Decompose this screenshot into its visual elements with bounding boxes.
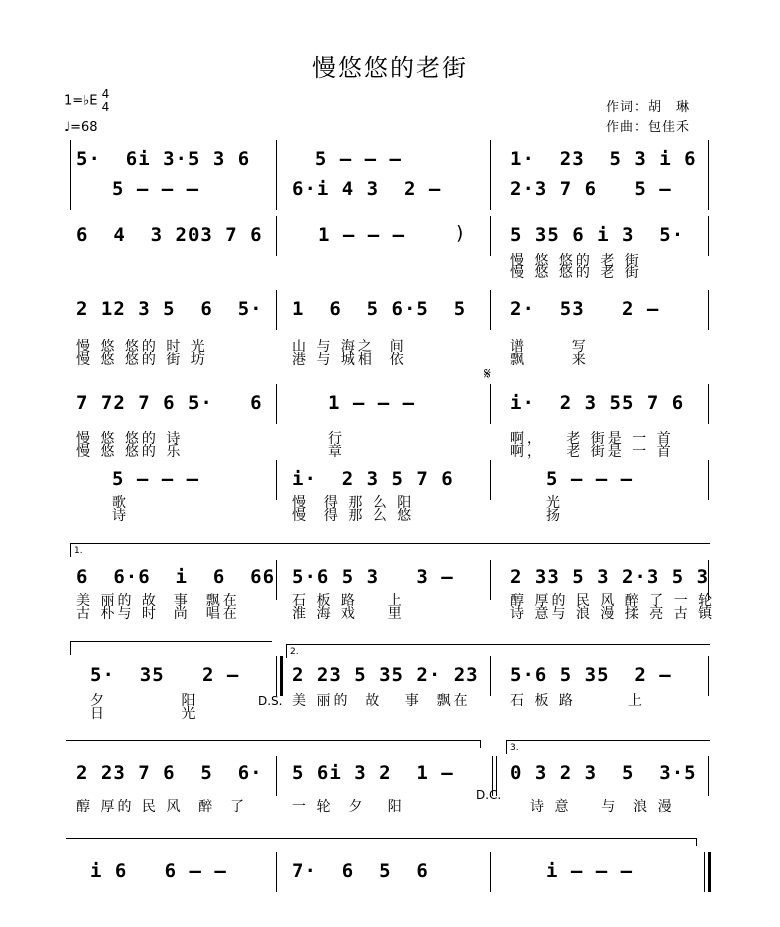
volta-bracket xyxy=(70,543,710,544)
notation-line: 5· 35 2 – xyxy=(90,664,240,686)
lyric-line: 慢 悠 悠的 时 光 xyxy=(76,339,208,355)
barline xyxy=(70,140,71,210)
lyric-line: 港 与 城相 依 xyxy=(292,352,407,368)
volta-bracket xyxy=(506,740,710,741)
barline xyxy=(708,140,709,210)
barline xyxy=(490,216,491,256)
notation-line: 2 33 5 3 2·3 5 3 xyxy=(510,566,710,588)
barline xyxy=(708,656,709,696)
lyric-line: 慢 悠 悠的 乐 xyxy=(76,444,184,460)
barline xyxy=(276,756,277,796)
lyric-line: 醇 厚的 民 风 醉 了 xyxy=(76,799,248,815)
notation-line: i – – – xyxy=(546,860,634,882)
volta-number: 2. xyxy=(290,647,299,657)
notation-line: 2 23 5 35 2· 23 xyxy=(292,664,479,686)
notation-line: i· 2 3 5 7 6 xyxy=(292,468,454,490)
notation-line: 2·3 7 6 5 – xyxy=(510,178,672,200)
notation-line: 6·i 4 3 2 – xyxy=(292,178,442,200)
barline xyxy=(490,460,491,500)
barline xyxy=(276,560,277,600)
notation-line: 5· 6i 3·5 3 6 xyxy=(76,148,251,170)
barline xyxy=(276,384,277,424)
barline xyxy=(280,656,283,696)
barline xyxy=(276,656,277,696)
key-flat: ♭E xyxy=(83,93,98,109)
volta-bracket xyxy=(286,644,710,645)
notation-line: 5 – – – xyxy=(546,468,634,490)
lyric-line: 啊， 老 街是 一 首 xyxy=(510,444,674,460)
lyric-line: 章 xyxy=(328,444,345,460)
lyric-line: 美 丽的 故 事 飘在 xyxy=(292,693,471,709)
lyric-line: 扬 xyxy=(546,508,563,524)
dal-segno-mark: D.S. xyxy=(258,694,283,708)
volta-bracket xyxy=(696,838,697,846)
notation-line: 0 3 2 3 5 3·5 xyxy=(510,762,697,784)
barline xyxy=(708,460,709,500)
barline xyxy=(276,460,277,500)
barline xyxy=(276,852,277,892)
lyric-line: 诗 xyxy=(112,508,129,524)
volta-bracket xyxy=(506,740,507,754)
barline xyxy=(490,852,491,892)
lyric-line: 飘 来 xyxy=(510,352,589,368)
lyric-line: 慢 悠 悠的 老 街 xyxy=(510,265,642,281)
lyric-line: 山 与 海之 间 xyxy=(292,339,407,355)
notation-line: 6 4 3 203 7 6 xyxy=(76,224,263,246)
lyric-line: 醇 厚的 民 风 醉 了 一 轮 xyxy=(510,593,716,609)
lyricist-credit: 作词：胡 琳 xyxy=(606,100,691,115)
notation-line: 2· 53 2 – xyxy=(510,298,660,320)
lyric-line: 行 xyxy=(328,431,345,447)
key-prefix: 1= xyxy=(64,93,84,109)
volta-number: 1. xyxy=(74,546,83,556)
barline xyxy=(708,756,709,796)
barline xyxy=(490,290,491,330)
volta-number: 3. xyxy=(510,743,519,753)
notation-line: 1 – – – xyxy=(318,224,406,246)
time-signature xyxy=(102,88,110,114)
volta-bracket xyxy=(66,838,696,839)
notation-line: 1· 23 5 3 i 6 xyxy=(510,148,697,170)
song-title: 慢悠悠的老街 xyxy=(312,54,468,82)
notation-line: 1 6 5 6·5 5 xyxy=(292,298,467,320)
notation-line: 1 – – – xyxy=(328,392,416,414)
composer-credit: 作曲：包佳禾 xyxy=(606,120,691,135)
barline xyxy=(490,560,491,600)
lyric-line: 石 板 路 上 xyxy=(510,693,646,709)
notation-line: 5·6 5 3 3 – xyxy=(292,566,454,588)
lyric-line: 啊， 老 街是 一 首 xyxy=(510,431,674,447)
notation-line: 5·6 5 35 2 – xyxy=(510,664,672,686)
notation-line: 5 – – – xyxy=(112,178,200,200)
final-barline xyxy=(708,852,711,892)
barline xyxy=(490,384,491,424)
barline xyxy=(276,140,277,210)
notation-line: i· 2 3 55 7 6 xyxy=(510,392,685,414)
lyric-line: 光 xyxy=(546,495,563,511)
notation-line: 7 72 7 6 5· 6 xyxy=(76,392,263,414)
lyric-line: 诗 意 与 浪 漫 xyxy=(530,799,675,815)
notation-line: 2 12 3 5 6 5· xyxy=(76,298,263,320)
notation-line: 5 35 6 i 3 5· xyxy=(510,224,685,246)
lyric-line: 诗 意与 浪 漫 揉 亮 古 镇 xyxy=(510,606,716,622)
lyric-line: 慢 得 那 么 悠 xyxy=(292,508,415,524)
lyric-line: 慢 悠 悠的 街 坊 xyxy=(76,352,208,368)
lyric-line: 谱 写 xyxy=(510,339,589,355)
da-capo-mark: D.C. xyxy=(476,788,502,802)
lyric-line: 美 丽的 故 事 飘在 xyxy=(76,593,240,609)
lyric-line: 古 朴与 时 尚 唱在 xyxy=(76,606,240,622)
notation-line: 5 – – – xyxy=(112,468,200,490)
volta-bracket xyxy=(70,543,71,557)
lyric-line: 慢 得 那 么 阳 xyxy=(292,495,415,511)
volta-bracket xyxy=(70,641,272,642)
barline xyxy=(704,852,705,892)
notation-line: i 6 6 – – xyxy=(90,860,227,882)
time-top: 4 xyxy=(101,87,110,101)
closing-parenthesis: ) xyxy=(456,222,464,244)
lyric-line: 夕 阳 xyxy=(90,693,199,709)
volta-bracket xyxy=(66,740,480,741)
tempo-marking: ♩=68 xyxy=(64,120,98,135)
barline xyxy=(490,140,491,210)
lyric-line: 一 轮 夕 阳 xyxy=(292,799,405,815)
segno-sign: 𝄋 xyxy=(484,364,491,383)
barline xyxy=(276,290,277,330)
lyric-line: 淮 海 戏 里 xyxy=(292,606,405,622)
barline xyxy=(708,384,709,424)
notation-line: 5 6i 3 2 1 – xyxy=(292,762,454,784)
time-bottom: 4 xyxy=(101,100,110,114)
volta-bracket xyxy=(480,740,481,748)
notation-line: 5 – – – xyxy=(290,148,402,170)
barline xyxy=(276,216,277,256)
volta-bracket xyxy=(286,644,287,658)
barline xyxy=(708,216,709,256)
lyric-line: 慢 悠 悠的 老 街 xyxy=(510,253,642,269)
barline xyxy=(708,290,709,330)
volta-bracket xyxy=(70,641,71,655)
notation-line: 7· 6 5 6 xyxy=(292,860,429,882)
lyric-line: 石 板 路 上 xyxy=(292,593,405,609)
lyric-line: 日 光 xyxy=(90,706,199,722)
lyric-line: 慢 悠 悠的 诗 xyxy=(76,431,184,447)
notation-line: 2 23 7 6 5 6· xyxy=(76,762,263,784)
barline xyxy=(490,656,491,696)
notation-line: 6 6·6 i 6 66 xyxy=(76,566,276,588)
key-signature xyxy=(64,88,109,114)
lyric-line: 歌 xyxy=(112,495,129,511)
